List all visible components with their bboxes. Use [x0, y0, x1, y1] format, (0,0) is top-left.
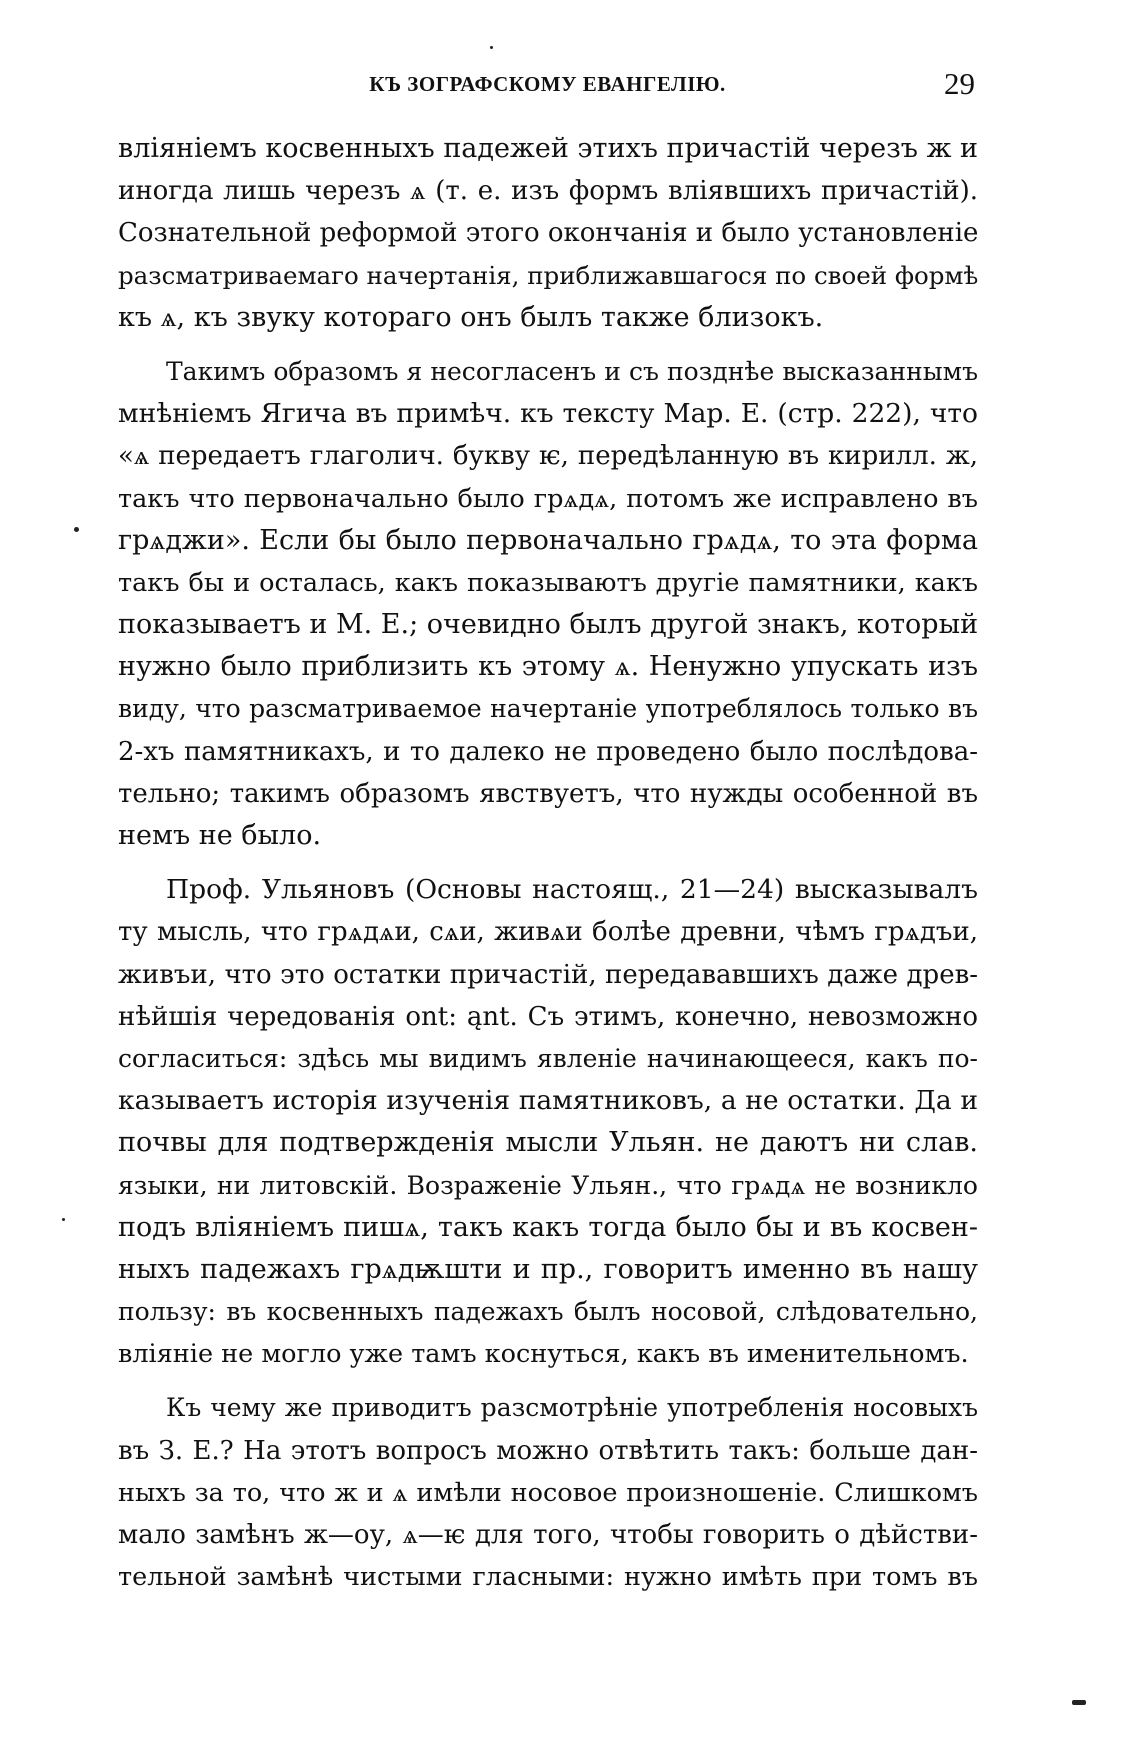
- text-line: тельно; такимъ образомъ явствуетъ, что нужды особенной въ: [118, 778, 978, 809]
- paragraph-3: [118, 869, 978, 1375]
- scan-speck: [62, 1218, 65, 1221]
- text-line: ныхъ падежахъ грѧдѭшти и пр., говоритъ именно въ нашу: [118, 1253, 978, 1285]
- text-line: языки, ни литовскій. Возраженіе Ульян., что грѧдѧ не возникло: [118, 1170, 978, 1200]
- text-line: казываетъ исторія изученія памятниковъ, а не остатки. Да и: [118, 1085, 978, 1117]
- text-line: подъ вліяніемъ пишѧ, такъ какъ тогда было бы и въ косвен-: [118, 1211, 978, 1243]
- running-title: КЪ ЗОГРАФСКОМУ ЕВАНГЕЛІЮ.: [369, 72, 726, 96]
- scan-speck: [1072, 1700, 1086, 1705]
- text-line: пользу: въ косвенныхъ падежахъ былъ носовой, слѣдовательно,: [118, 1297, 978, 1327]
- body-text: [118, 128, 978, 1598]
- scan-speck: [74, 527, 79, 532]
- text-line: Къ чему же приводитъ разсмотрѣніе употребленія носовыхъ: [166, 1393, 978, 1423]
- paragraph-2: [118, 351, 978, 857]
- paragraph-4: [118, 1387, 978, 1598]
- text-line: къ ѧ, къ звуку котораго онъ былъ также близокъ.: [118, 301, 824, 333]
- text-line: нужно было приблизить къ этому ѧ. Ненужно упускать изъ: [118, 651, 978, 683]
- text-line: вліяніемъ косвенныхъ падежей этихъ причастій черезъ ж и: [118, 133, 978, 164]
- paragraph-1: [118, 128, 978, 339]
- text-line: живъи, что это остатки причастій, передававшихъ даже древ-: [118, 959, 978, 990]
- text-line: ту мысль, что грѧдѧи, сѧи, живѧи болѣе древни, чѣмъ грѧдъи,: [118, 917, 978, 948]
- text-line: виду, что разсматриваемое начертаніе употреблялось только въ: [118, 694, 978, 724]
- text-line: такъ бы и осталась, какъ показываютъ другіе памятники, какъ: [118, 567, 978, 598]
- page-number: 29: [944, 66, 975, 101]
- text-line: 2-хъ памятникахъ, и то далеко не проведено было послѣдова-: [118, 736, 978, 767]
- text-line: немъ не было.: [118, 820, 322, 851]
- text-line: показываетъ и М. Е.; очевидно былъ другой знакъ, который: [118, 609, 979, 641]
- page-header: [120, 68, 975, 108]
- text-line: вліяніе не могло уже тамъ коснуться, какъ въ именительномъ.: [118, 1339, 969, 1370]
- text-line: нѣйшія чередованія ont: ąnt. Съ этимъ, конечно, невозможно: [118, 1001, 978, 1032]
- text-line: Сознательной реформой этого окончанія и было установленіе: [118, 218, 979, 249]
- text-line: мало замѣнъ ж—оу, ѧ—ѥ для того, чтобы говорить о дѣйстви-: [118, 1520, 978, 1550]
- text-line: мнѣніемъ Ягича въ примѣч. къ тексту Мар. Е. (стр. 222), что: [118, 398, 978, 430]
- text-line: Такимъ образомъ я несогласенъ и съ позднѣе высказаннымъ: [166, 356, 978, 386]
- text-line: ныхъ за то, что ж и ѧ имѣли носовое произношеніе. Слишкомъ: [118, 1477, 978, 1508]
- text-line: тельной замѣнѣ чистыми гласными: нужно имѣть при томъ въ: [118, 1562, 978, 1593]
- text-line: въ З. Е.? На этотъ вопросъ можно отвѣтить такъ: больше дан-: [118, 1435, 978, 1466]
- text-line: иногда лишь черезъ ѧ (т. е. изъ формъ вліявшихъ причастій).: [118, 176, 978, 207]
- text-line: согласиться: здѣсь мы видимъ явленіе начинающееся, какъ по-: [118, 1043, 978, 1073]
- text-line: Проф. Ульяновъ (Основы настоящ., 21—24) высказывалъ: [166, 874, 978, 906]
- scan-speck: [490, 46, 493, 49]
- text-line: такъ что первоначально было грѧдѧ, потомъ же исправлено въ: [118, 483, 978, 514]
- text-line: «ѧ передаетъ глаголич. букву ѥ, передѣланную въ кирилл. ж,: [118, 441, 978, 472]
- text-line: разсматриваемаго начертанія, приближавшагося по своей формѣ: [118, 260, 979, 290]
- text-line: грѧджи». Если бы было первоначально грѧдѧ, то эта форма: [118, 524, 978, 556]
- text-line: почвы для подтвержденія мысли Ульян. не даютъ ни слав.: [118, 1127, 978, 1159]
